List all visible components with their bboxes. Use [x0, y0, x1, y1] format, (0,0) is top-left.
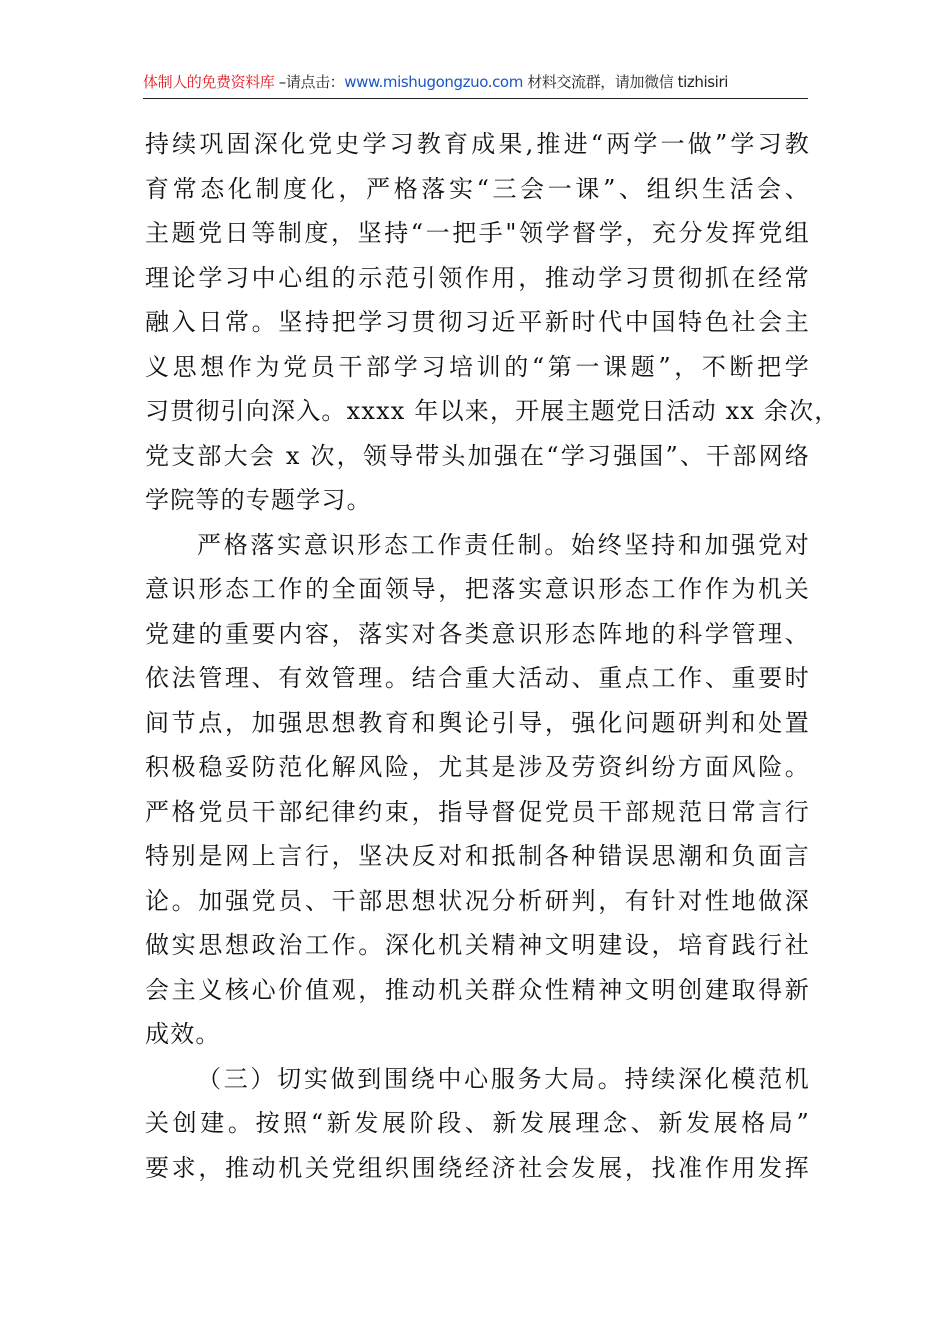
- text-line: 习贯彻引向深入。xxxx 年以来，开展主题党日活动 xx 余次，: [145, 397, 840, 425]
- text-line: 意识形态工作的全面领导，把落实意识形态工作作为机关: [145, 575, 810, 603]
- paragraph: [145, 1057, 810, 1191]
- text-line: 论。加强党员、干部思想状况分析研判，有针对性地做深: [145, 886, 810, 915]
- text-line: 特别是网上言行，坚决反对和抵制各种错误思潮和负面言: [145, 842, 810, 870]
- text-line: 持续巩固深化党史学习教育成果,推进“两学一做”学习教: [145, 130, 810, 158]
- text-line: 关创建。按照“新发展阶段、新发展理念、新发展格局”: [145, 1109, 810, 1137]
- text-line: 主题党日等制度，坚持“一把手"领学督学，充分发挥党组: [145, 219, 810, 247]
- text-line: 积极稳妥防范化解风险，尤其是涉及劳资纠纷方面风险。: [145, 753, 810, 781]
- text-line: （三）切实做到围绕中心服务大局。持续深化模范机: [197, 1064, 810, 1093]
- paragraph: [145, 523, 810, 1057]
- text-line: 做实思想政治工作。深化机关精神文明建设，培育践行社: [145, 931, 810, 959]
- header-site-name: 体制人的免费资料库: [143, 73, 275, 91]
- text-line: 党建的重要内容，落实对各类意识形态阵地的科学管理、: [145, 619, 810, 648]
- text-line: 理论学习中心组的示范引领作用，推动学习贯彻抓在经常: [145, 263, 810, 292]
- text-line: 学院等的专题学习。: [145, 486, 372, 514]
- header-contact: 材料交流群，请加微信 tizhisiri: [522, 73, 728, 91]
- text-line: 严格党员干部纪律约束，指导督促党员干部规范日常言行: [145, 797, 810, 826]
- document-body: [145, 122, 840, 1190]
- text-line: 融入日常。坚持把学习贯彻习近平新时代中国特色社会主: [145, 308, 810, 336]
- text-line: 义思想作为党员干部学习培训的“第一课题”，不断把学: [145, 352, 810, 381]
- text-line: 育常态化制度化，严格落实“三会一课”、组织生活会、: [145, 174, 810, 203]
- text-line: 会主义核心价值观，推动机关群众性精神文明创建取得新: [145, 975, 810, 1004]
- paragraph: [145, 122, 840, 523]
- text-line: 要求，推动机关党组织围绕经济社会发展，找准作用发挥: [145, 1153, 810, 1182]
- text-line: 成效。: [145, 1020, 221, 1048]
- text-line: 党支部大会 x 次，领导带头加强在“学习强国”、干部网络: [145, 441, 810, 470]
- header-link[interactable]: www.mishugongzuo.com: [344, 73, 523, 91]
- page-header: [143, 70, 808, 99]
- text-line: 严格落实意识形态工作责任制。始终坚持和加强党对: [197, 530, 810, 559]
- text-line: 间节点，加强思想教育和舆论引导，强化问题研判和处置: [145, 708, 810, 737]
- header-click-prompt: –请点击：: [274, 73, 345, 91]
- text-line: 依法管理、有效管理。结合重大活动、重点工作、重要时: [145, 664, 810, 692]
